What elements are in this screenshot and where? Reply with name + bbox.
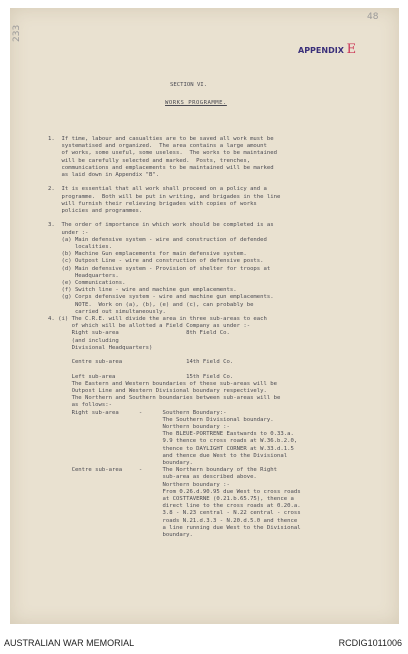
text-line: of works, some useful, some useless. The works to be maintained	[48, 150, 278, 157]
appendix-letter: E	[346, 42, 357, 57]
text-line: (c) Outpost Line - wire and construction of defensive posts.	[48, 258, 264, 265]
text-line: Right sub-area - Southern Boundary:-	[48, 409, 227, 416]
text-line: (e) Communications.	[48, 280, 126, 286]
text-line: 2. It is essential that all work shall proceed on a policy and a	[48, 186, 267, 193]
text-line: Left sub-area 15th Field Co.	[48, 373, 234, 380]
text-line: localities.	[48, 244, 112, 250]
text-line: The Southern Divisional boundary.	[48, 416, 274, 423]
text-line: as follows:-	[48, 402, 112, 409]
footer-record-id: RCDIG1011006	[338, 638, 402, 648]
text-line: Northern boundary :-	[48, 424, 230, 430]
text-line: 9.9 thence to cross roads at W.36.b.2.0,	[48, 438, 298, 445]
text-line: 4. (i) The C.R.E. will divide the area in three sub-areas to each	[48, 316, 267, 322]
text-line: programme. Both will be put in writing, and brigades in the line	[48, 193, 281, 200]
text-line: From 0.26.d.90.95 due West to cross roads	[48, 488, 301, 495]
footer-institution: AUSTRALIAN WAR MEMORIAL	[4, 638, 135, 648]
text-line: policies and programmes.	[48, 208, 143, 214]
text-line: (f) Switch line - wire and machine gun emplacements.	[48, 287, 237, 294]
text-line: a line running due West to the Divisional	[48, 524, 301, 531]
text-line: carried out simultaneously.	[48, 308, 166, 315]
text-line: (b) Machine Gun emplacements for main defensive system.	[48, 251, 247, 258]
text-line: (a) Main defensive system - wire and construction of defended	[48, 236, 267, 243]
appendix-stamp	[298, 42, 356, 57]
document-title: WORKS PROGRAMME.	[165, 100, 227, 106]
text-line: The Eastern and Western boundaries of these sub-areas will be	[48, 380, 278, 387]
folio-number-right: 48	[367, 12, 379, 22]
text-line: at COSTTAVERNE (0.21.b.65.75), thence a	[48, 496, 294, 502]
text-line: (and including	[48, 337, 119, 344]
text-line: Outpost Line and Western Divisional boundary respectively.	[48, 388, 267, 394]
text-line: NOTE. Work on (a), (b), (e) and (c), can probably be	[48, 301, 254, 308]
text-line: 3.8 - N.23 central - N.22 central - cross	[48, 510, 301, 517]
text-line: (g) Corps defensive system - wire and machine gun emplacements.	[48, 294, 274, 301]
text-line: 3. The order of importance in which work should be completed is as	[48, 222, 274, 229]
text-line: as laid down in Appendix "B".	[48, 172, 160, 178]
text-line: (d) Main defensive system - Provision of shelter for troops at	[48, 265, 271, 272]
text-line: The BLEUE-PORTRENE Eastwards to 0.33.a.	[48, 431, 294, 438]
text-line: Northern boundary :-	[48, 481, 230, 488]
text-line: communications and emplacements to be maintained will be marked	[48, 164, 274, 171]
text-line: sub-area as described above.	[48, 474, 257, 481]
text-line: Divisional Headquarters)	[48, 344, 153, 351]
text-line: Centre sub-area - The Northern boundary of the Right	[48, 467, 278, 474]
text-line: under :-	[48, 229, 89, 236]
text-line: The Northern and Southern boundaries between sub-areas will be	[48, 395, 281, 402]
appendix-label: APPENDIX	[298, 46, 344, 55]
text-line: direct line to the cross roads at 0.20.a.	[48, 503, 301, 510]
text-line: roads N.21.d.3.3 - N.20.d.5.0 and thence	[48, 517, 298, 524]
text-line: boundary.	[48, 532, 193, 538]
text-line: boundary.	[48, 460, 193, 466]
folio-number-left: 233	[12, 24, 22, 42]
text-line: will furnish their relieving brigades with copies of works	[48, 200, 257, 207]
text-line: of which will be allotted a Field Company as under :-	[48, 323, 251, 330]
text-line: 1. If time, labour and casualties are to be saved all work must be	[48, 136, 274, 142]
section-heading: SECTION VI.	[170, 82, 208, 88]
text-line: Headquarters.	[48, 272, 119, 279]
text-line: systematised and organized. The area contains a large amount	[48, 143, 267, 150]
text-line: will be carefully selected and marked. Posts, trenches,	[48, 157, 251, 164]
text-line: thence to DAYLIGHT CORNER at W.33.d.1.5	[48, 445, 294, 452]
text-line: Centre sub-area 14th Field Co.	[48, 359, 234, 366]
text-line: and thence due West to the Divisional	[48, 452, 288, 459]
text-line: Right sub-area 8th Field Co.	[48, 330, 230, 337]
